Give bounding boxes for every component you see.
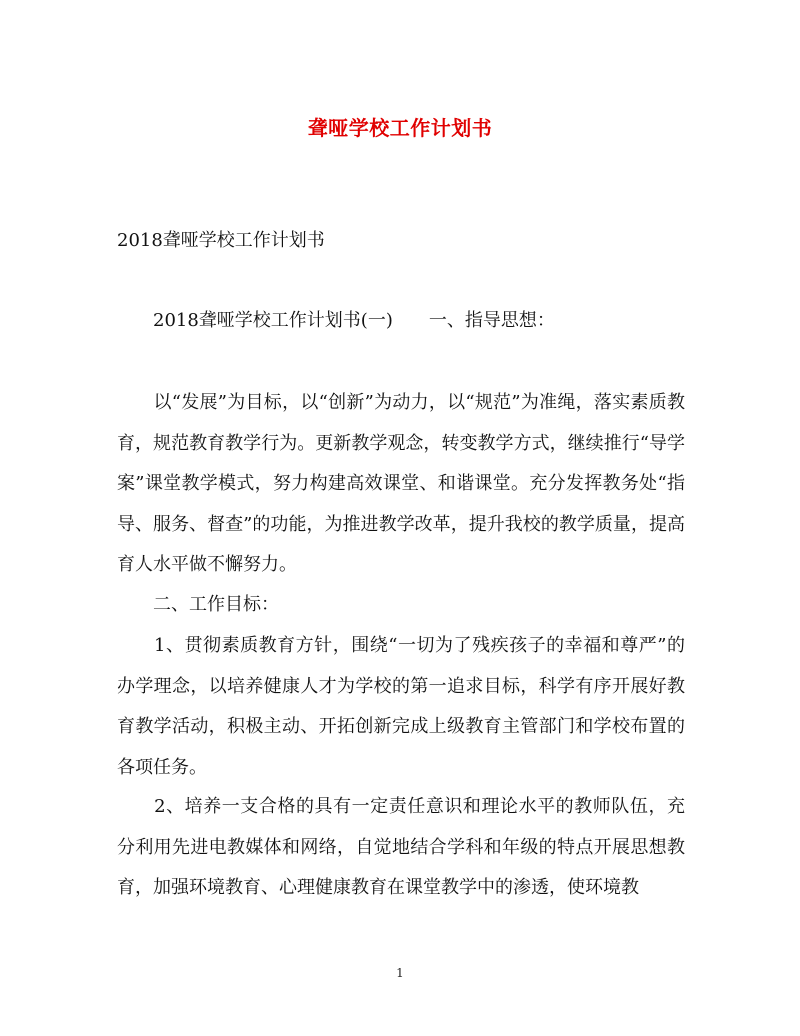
section-heading: 2018聋哑学校工作计划书(一) 一、指导思想： xyxy=(153,310,555,331)
document-subtitle: 2018聋哑学校工作计划书 xyxy=(117,230,325,251)
paragraph-guiding-thought: 以“发展”为目标，以“创新”为动力，以“规范”为准绳，落实素质教育，规范教育教学行为。更新教学观念，转变教学方式，继续推行“导学案”课堂教学模式，努力构建高效课堂、和谐课堂。充分发挥教务处“指导、服务、督查”的功能，为推进教学改革，提升我校的教学质量，提高育人水平做不懈努力。 xyxy=(117,392,685,575)
page-number: 1 xyxy=(396,966,404,980)
paragraph-goal-2: 2、培养一支合格的具有一定责任意识和理论水平的教师队伍，充分利用先进电教媒体和网络，自觉地结合学科和年级的特点开展思想教育，加强环境教育、心理健康教育在课堂教学中的渗透，使环境教 xyxy=(117,796,685,898)
document-title: 聋哑学校工作计划书 xyxy=(307,116,493,140)
paragraph-goal-1: 1、贯彻素质教育方针，围绕“一切为了残疾孩子的幸福和尊严”的办学理念，以培养健康人才为学校的第一追求目标，科学有序开展好教育教学活动，积极主动、开拓创新完成上级教育主管部门和学校布置的各项任务。 xyxy=(117,635,685,778)
paragraph-work-goals-heading: 二、工作目标： xyxy=(117,594,279,615)
